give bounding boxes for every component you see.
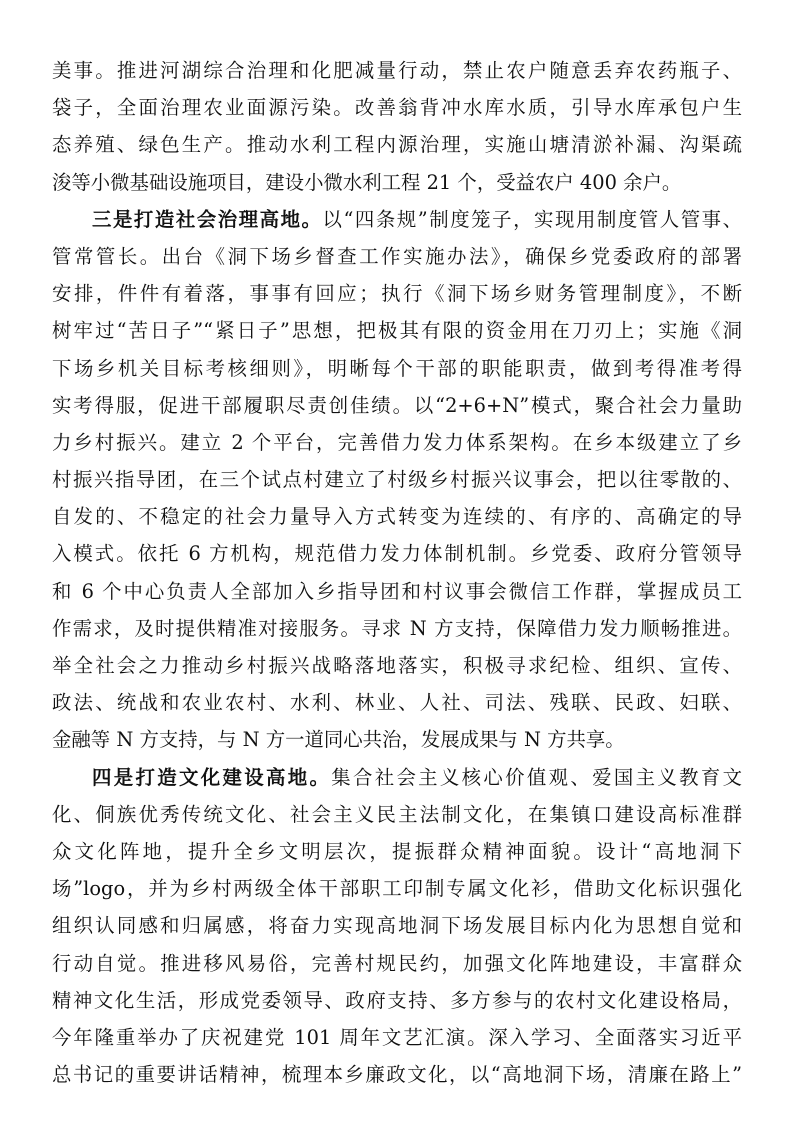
text-line: 金融等 N 方支持，与 N 方一道同心共治，发展成果与 N 方共享。	[52, 728, 625, 752]
text-line: 态养殖、绿色生产。推动水利工程内源治理，实施山塘清淤补漏、沟渠疏	[52, 133, 742, 157]
text-line: 总书记的重要讲话精神，梳理本乡廉政文化，以“高地洞下场，清廉在路上”	[52, 1063, 742, 1087]
text-line: 行动自觉。推进移风易俗，完善村规民约，加强文化阵地建设，丰富群众	[52, 951, 742, 975]
text-line: 场”logo，并为乡村两级全体干部职工印制专属文化衫，借助文化标识强化	[52, 877, 742, 901]
text-line: 入模式。依托 6 方机构，规范借力发力体制机制。乡党委、政府分管领导	[52, 542, 742, 566]
text-line: 和 6 个中心负责人全部加入乡指导团和村议事会微信工作群，掌握成员工	[52, 579, 742, 603]
text-line: 管常管长。出台《洞下场乡督查工作实施办法》，确保乡党委政府的部署	[52, 244, 742, 268]
text-line: 化、侗族优秀传统文化、社会主义民主法制文化，在集镇口建设高标准群	[52, 802, 742, 826]
text-line: 举全社会之力推动乡村振兴战略落地落实，积极寻求纪检、组织、宣传、	[52, 654, 742, 677]
text-line: 树牢过“苦日子”“紧日子”思想，把极其有限的资金用在刀刃上；实施《洞	[52, 319, 742, 343]
text-span: 集合社会主义核心价值观、爱国主义教育文	[331, 765, 742, 789]
text-span: 以“四条规”制度笼子，实现用制度管人管事、	[322, 207, 742, 231]
text-line: 精神文化生活，形成党委领导、政府支持、多方参与的农村文化建设格局，	[52, 988, 742, 1012]
paragraph-heading: 三是打造社会治理高地。	[92, 207, 323, 231]
text-line: 下场乡机关目标考核细则》，明晰每个干部的职能职责，做到考得准考得	[52, 356, 742, 380]
text-line: 力乡村振兴。建立 2 个平台，完善借力发力体系架构。在乡本级建立了乡	[52, 430, 742, 454]
text-line: 村振兴指导团，在三个试点村建立了村级乡村振兴议事会，把以往零散的、	[52, 468, 742, 492]
text-line: 安排，件件有着落，事事有回应；执行《洞下场乡财务管理制度》，不断	[52, 282, 742, 306]
document-page	[52, 52, 742, 1093]
text-line: 今年隆重举办了庆祝建党 101 周年文艺汇演。深入学习、全面落实习近平	[52, 1025, 742, 1049]
paragraph-social-governance	[52, 201, 742, 759]
text-line: 袋子，全面治理农业面源污染。改善翁背冲水库水质，引导水库承包户生	[52, 96, 742, 120]
text-line: 美事。推进河湖综合治理和化肥减量行动，禁止农户随意丢弃农药瓶子、	[52, 59, 742, 82]
text-line	[52, 759, 742, 796]
text-line: 众文化阵地，提升全乡文明层次，提振群众精神面貌。设计“高地洞下	[52, 839, 742, 863]
text-line: 组织认同感和归属感，将奋力实现高地洞下场发展目标内化为思想自觉和	[52, 914, 742, 938]
text-line: 浚等小微基础设施项目，建设小微水利工程 21 个，受益农户 400 余户。	[52, 170, 682, 194]
text-line	[52, 201, 742, 238]
text-line: 作需求，及时提供精准对接服务。寻求 N 方支持，保障借力发力顺畅推进。	[52, 616, 742, 640]
text-line: 实考得服，促进干部履职尽责创佳绩。以“2+6+N”模式，聚合社会力量助	[52, 393, 742, 417]
paragraph-cultural-construction	[52, 759, 742, 1094]
text-line: 自发的、不稳定的社会力量导入方式转变为连续的、有序的、高确定的导	[52, 505, 742, 529]
paragraph-ecology	[52, 52, 742, 201]
paragraph-heading: 四是打造文化建设高地。	[92, 765, 332, 789]
text-line: 政法、统战和农业农村、水利、林业、人社、司法、残联、民政、妇联、	[52, 691, 742, 715]
